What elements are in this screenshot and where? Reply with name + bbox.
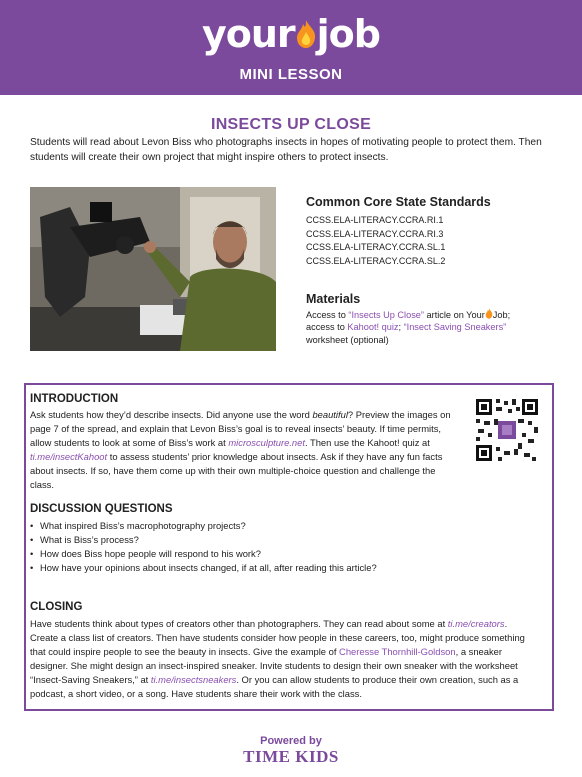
logo-text-job: job (316, 12, 380, 56)
closing-text-part: Have students think about types of creators other than photographers. They can read about some at (30, 618, 448, 629)
powered-by-label: Powered by (260, 735, 322, 747)
cheresse-link[interactable]: Cheresse Thornhill-Goldson (339, 646, 456, 657)
insect-saving-sneakers-link[interactable]: “Insect Saving Sneakers” (403, 322, 507, 333)
yourjob-logo (0, 12, 582, 56)
intro-text-part: to assess students’ prior knowledge about insects. Ask if they have any fun facts about insects. If so, have them come up with their own multiple-choice question and challenge the class. (30, 451, 443, 490)
standard-item: CCSS.ELA-LITERACY.CCRA.SL.2 (306, 255, 446, 266)
closing-heading: CLOSING (30, 601, 83, 613)
materials-text-part: Access to (306, 310, 349, 320)
kahoot-quiz-link[interactable]: Kahoot! quiz (347, 322, 399, 333)
materials-section (306, 292, 556, 346)
intro-text-part: . Then use the Kahoot! quiz at (304, 437, 430, 448)
list-item: • What inspired Biss’s macrophotography projects? (30, 519, 530, 533)
materials-text-part: article on Your (423, 310, 485, 320)
closing-text-part: . Or you can allow students to produce their own creation, such as a podcast, a short video, or a song. Have students share their work with the class. (30, 674, 519, 699)
discussion-heading: DISCUSSION QUESTIONS (30, 503, 173, 515)
closing-text-part: . Create a class list of creators. Then have students consider how people in these careers, too, might produce something that could inspire people to see the beauty in insects. Give the example of (30, 618, 525, 657)
logo-text-your: your (201, 12, 295, 56)
standard-item: CCSS.ELA-LITERACY.CCRA.RI.3 (306, 228, 444, 239)
closing-text (30, 617, 535, 701)
qr-code[interactable] (474, 397, 540, 463)
insects-up-close-link[interactable]: “Insects Up Close” (348, 310, 424, 320)
header-banner (0, 0, 582, 95)
flame-icon (485, 308, 493, 319)
mini-lesson-label: MINI LESSON (239, 66, 343, 83)
insect-sneakers-link[interactable]: ti.me/insectsneakers (150, 674, 237, 685)
time-kids-logo: TIME KIDS (243, 747, 339, 766)
materials-text-part: ; (398, 322, 404, 333)
list-item: • How does Biss hope people will respond to his work? (30, 547, 530, 561)
standards-heading: Common Core State Standards (306, 195, 491, 209)
standard-item: CCSS.ELA-LITERACY.CCRA.RI.1 (306, 215, 444, 225)
summary-text: Students will read about Levon Biss who photographs insects in hopes of motivating people to protect them. Then students will create their own project that might inspire others to protect insects. (30, 137, 542, 163)
introduction-text (30, 408, 455, 492)
microsculpture-link[interactable]: microsculpture.net (228, 437, 305, 448)
materials-text-part: Job; (492, 310, 511, 320)
intro-text-part: ? Preview the images on page 7 of the spread, and explain that Levon Biss’s goal is to reveal insects’ beauty. If time permits, allow students to look at some of Biss’s work at (30, 409, 451, 448)
materials-text-part: worksheet (optional) (306, 334, 389, 345)
materials-heading: Materials (306, 292, 361, 306)
standard-item: CCSS.ELA-LITERACY.CCRA.SL.1 (306, 242, 446, 253)
flame-icon (295, 19, 317, 49)
list-item: • What is Biss’s process? (30, 533, 530, 547)
intro-text-part: Ask students how they’d describe insects. Did anyone use the word (30, 409, 313, 420)
page-title: INSECTS UP CLOSE (210, 116, 372, 133)
list-item: • How have your opinions about insects changed, if at all, after reading this article? (30, 561, 530, 575)
creators-link[interactable]: ti.me/creators (447, 618, 505, 629)
insect-kahoot-link[interactable]: ti.me/insectKahoot (30, 451, 108, 462)
intro-emphasis: beautiful (312, 409, 348, 420)
materials-text (306, 308, 556, 346)
introduction-heading: INTRODUCTION (30, 393, 119, 405)
closing-text-part: , a sneaker designer. She might design an insect-inspired sneaker. Invite students to design their own sneaker with the worksheet “Insect-Saving Sneakers,” at (30, 646, 518, 685)
materials-text-part: access to (306, 322, 348, 333)
photographer-photo (30, 187, 276, 351)
standards-section (306, 195, 556, 268)
discussion-questions-list (30, 519, 530, 575)
